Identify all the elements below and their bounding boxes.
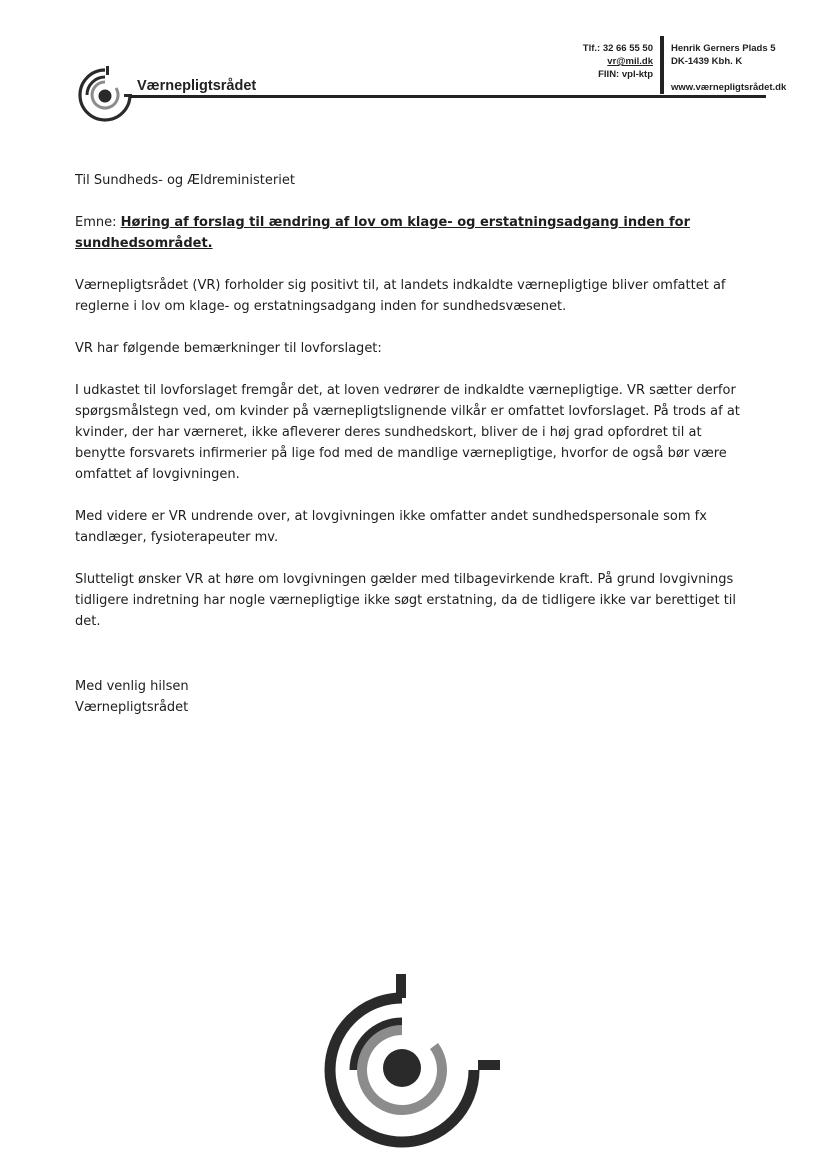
website-link[interactable]: www.værnepligtsrådet.dk — [671, 82, 787, 93]
contact-block — [583, 42, 653, 81]
organization-name: Værnepligtsrådet — [137, 78, 257, 94]
subject-title: Høring af forslag til ændring af lov om klage- og erstatningsadgang inden for sundhedsområdet. — [75, 215, 690, 251]
closing: Med venlig hilsen — [75, 679, 189, 694]
vr-logo-icon — [76, 66, 134, 124]
fiin-code: FIIN: vpl-ktp — [598, 69, 653, 80]
paragraph: Slutteligt ønsker VR at høre om lovgivningen gælder med tilbagevirkende kraft. På grund lovgivnings tidligere indretning har nogle værnepligtige ikke søgt erstatning, da de tidligere ikke var berettiget til det. — [75, 572, 737, 629]
contact-divider — [660, 36, 664, 94]
header-rule — [130, 95, 766, 98]
address-street: Henrik Gerners Plads 5 — [671, 43, 776, 54]
address-city: DK-1439 Kbh. K — [671, 56, 743, 67]
vr-logo-large-icon — [306, 970, 506, 1160]
subject-label: Emne: — [75, 215, 121, 230]
signature: Værnepligtsrådet — [75, 700, 189, 715]
signoff — [75, 676, 745, 718]
phone-number: Tlf.: 32 66 55 50 — [582, 43, 653, 54]
letter-body — [75, 170, 745, 718]
paragraph: Værnepligtsrådet (VR) forholder sig positivt til, at landets indkaldte værnepligtige bliver omfattet af reglerne i lov om klage- og erstatningsadgang inden for sundhedsvæsenet. — [75, 278, 726, 314]
subject-line — [75, 212, 745, 254]
email-link[interactable]: vr@mil.dk — [607, 56, 653, 67]
paragraph: I udkastet til lovforslaget fremgår det, at loven vedrører de indkaldte værnepligtige. VR sætter derfor spørgsmålstegn ved, om kvinder på værnepligtslignende vilkår er omfattet lovforslaget. På trods af at kvinder, der har værneret, ikke afleverer deres sundhedskort, bliver de i høj grad opfordret til at benytte forsvarets infirmerier på lige fod med de mandlige værnepligtige, hvorfor de også bør være omfattet af lovgivningen. — [75, 383, 740, 482]
paragraph: Med videre er VR undrende over, at lovgivningen ikke omfatter andet sundhedspersonale som fx tandlæger, fysioterapeuter mv. — [75, 509, 707, 545]
recipient: Til Sundheds- og Ældreministeriet — [75, 173, 295, 188]
address-block — [671, 42, 787, 93]
paragraph: VR har følgende bemærkninger til lovforslaget: — [75, 341, 382, 356]
